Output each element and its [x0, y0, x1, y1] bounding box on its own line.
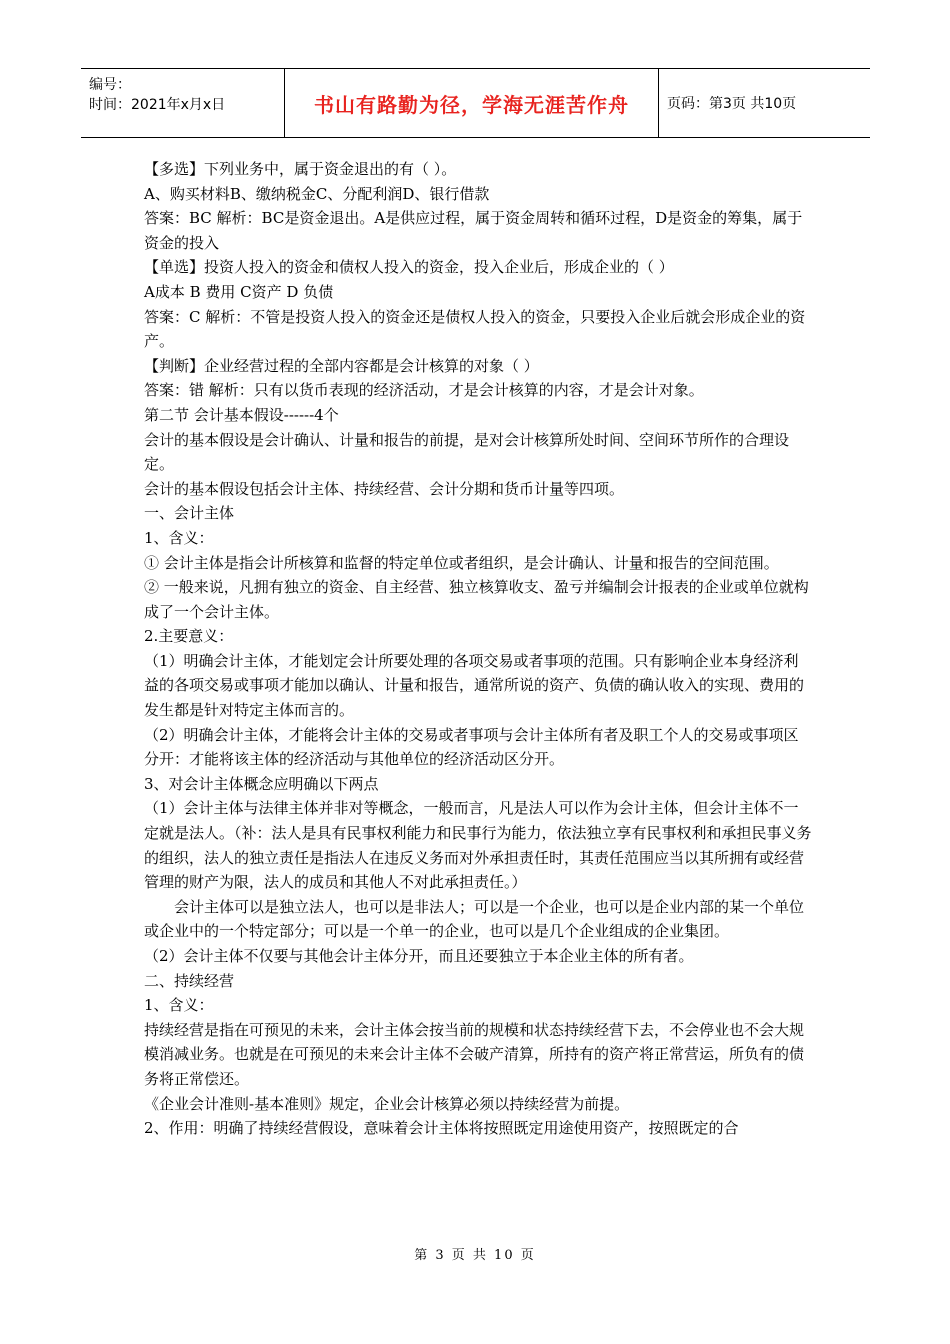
paragraph: ① 会计主体是指会计所核算和监督的特定单位或者组织，是会计确认、计量和报告的空间范围。 — [144, 553, 779, 572]
paragraph: （2）明确会计主体，才能将会计主体的交易或者事项与会计主体所有者及职工个人的交易或事项区分开：才能将该主体的经济活动与其他单位的经济活动区分开。 — [144, 725, 799, 769]
section-heading: 第二节 会计基本假设------4个 — [144, 405, 339, 424]
item-heading: 1、含义： — [144, 996, 214, 1015]
item-heading: 1、含义： — [144, 528, 214, 547]
answer-text: 答案：C 解析：不管是投资人投入的资金还是债权人投入的资金，只要投入企业后就会形成企业的资产。 — [144, 307, 806, 351]
question-multi-choice: 【多选】下列业务中，属于资金退出的有（ ）。 — [144, 160, 457, 178]
item-heading: 3、对会计主体概念应明确以下两点 — [144, 774, 379, 793]
question-judgement: 【判断】企业经营过程的全部内容都是会计核算的对象（ ） — [144, 356, 539, 375]
document-date: 时间：2021年x月x日 — [89, 97, 226, 113]
subsection-heading: 二、持续经营 — [144, 971, 235, 990]
question-options: A、购买材料B、缴纳税金C、分配利润D、银行借款 — [144, 184, 490, 203]
subsection-heading: 一、会计主体 — [144, 504, 235, 523]
page-header — [81, 68, 870, 138]
document-number: 编号： — [89, 77, 131, 93]
paragraph: （2）会计主体不仅要与其他会计主体分开，而且还要独立于本企业主体的所有者。 — [144, 947, 694, 965]
item-heading: 2.主要意义： — [144, 627, 234, 646]
answer-text: 答案：BC 解析：BC是资金退出。A是供应过程，属于资金周转和循环过程，D是资金的筹集，属于资金的投入 — [144, 209, 803, 252]
document-body — [144, 157, 812, 1141]
paragraph: 会计主体可以是独立法人，也可以是非法人；可以是一个企业，也可以是企业内部的某一个单位或企业中的一个特定部分；可以是一个单一的企业，也可以是几个企业组成的企业集团。 — [144, 897, 805, 941]
paragraph: ② 一般来说，凡拥有独立的资金、自主经营、独立核算收支、盈亏并编制会计报表的企业或单位就构成了一个会计主体。 — [144, 578, 809, 621]
header-slogan: 书山有路勤为径，学海无涯苦作舟 — [285, 69, 659, 137]
paragraph: 《企业会计准则-基本准则》规定，企业会计核算必须以持续经营为前提。 — [144, 1094, 630, 1113]
paragraph: （1）明确会计主体，才能划定会计所要处理的各项交易或者事项的范围。只有影响企业本身经济利益的各项交易或事项才能加以确认、计量和报告，通常所说的资产、负债的确认收入的实现、费用的发生都是针对特定主体而言的。 — [144, 651, 805, 720]
answer-text: 答案：错 解析：只有以货币表现的经济活动，才是会计核算的内容，才是会计对象。 — [144, 381, 704, 400]
paragraph: 2、作用：明确了持续经营假设，意味着会计主体将按照既定用途使用资产，按照既定的合 — [144, 1119, 739, 1138]
paragraph: （1）会计主体与法律主体并非对等概念，一般而言，凡是法人可以作为会计主体，但会计主体不一定就是法人。（补：法人是具有民事权利能力和民事行为能力，依法独立享有民事权利和承担民事义务的组织，法人的独立责任是指法人在违反义务而对外承担责任时，其责任范围应当以其所拥有或经营管理的财产为限，法人的成员和其他人不对此承担责任。） — [144, 799, 812, 892]
paragraph: 会计的基本假设包括会计主体、持续经营、会计分期和货币计量等四项。 — [144, 479, 625, 498]
paragraph: 持续经营是指在可预见的未来，会计主体会按当前的规模和状态持续经营下去，不会停业也不会大规模消减业务。也就是在可预见的未来会计主体不会破产清算，所持有的资产将正常营运，所负有的债务将正常偿还。 — [144, 1020, 805, 1088]
page-footer: 第 3 页 共 10 页 — [414, 1248, 536, 1263]
question-single-choice: 【单选】投资人投入的资金和债权人投入的资金，投入企业后，形成企业的（ ） — [144, 258, 674, 277]
header-page-number: 页码：第3页 共10页 — [667, 96, 797, 112]
question-options: A成本 B 费用 C资产 D 负债 — [144, 282, 334, 301]
paragraph: 会计的基本假设是会计确认、计量和报告的前提，是对会计核算所处时间、空间环节所作的合理设定。 — [144, 430, 790, 474]
header-meta — [81, 69, 285, 137]
